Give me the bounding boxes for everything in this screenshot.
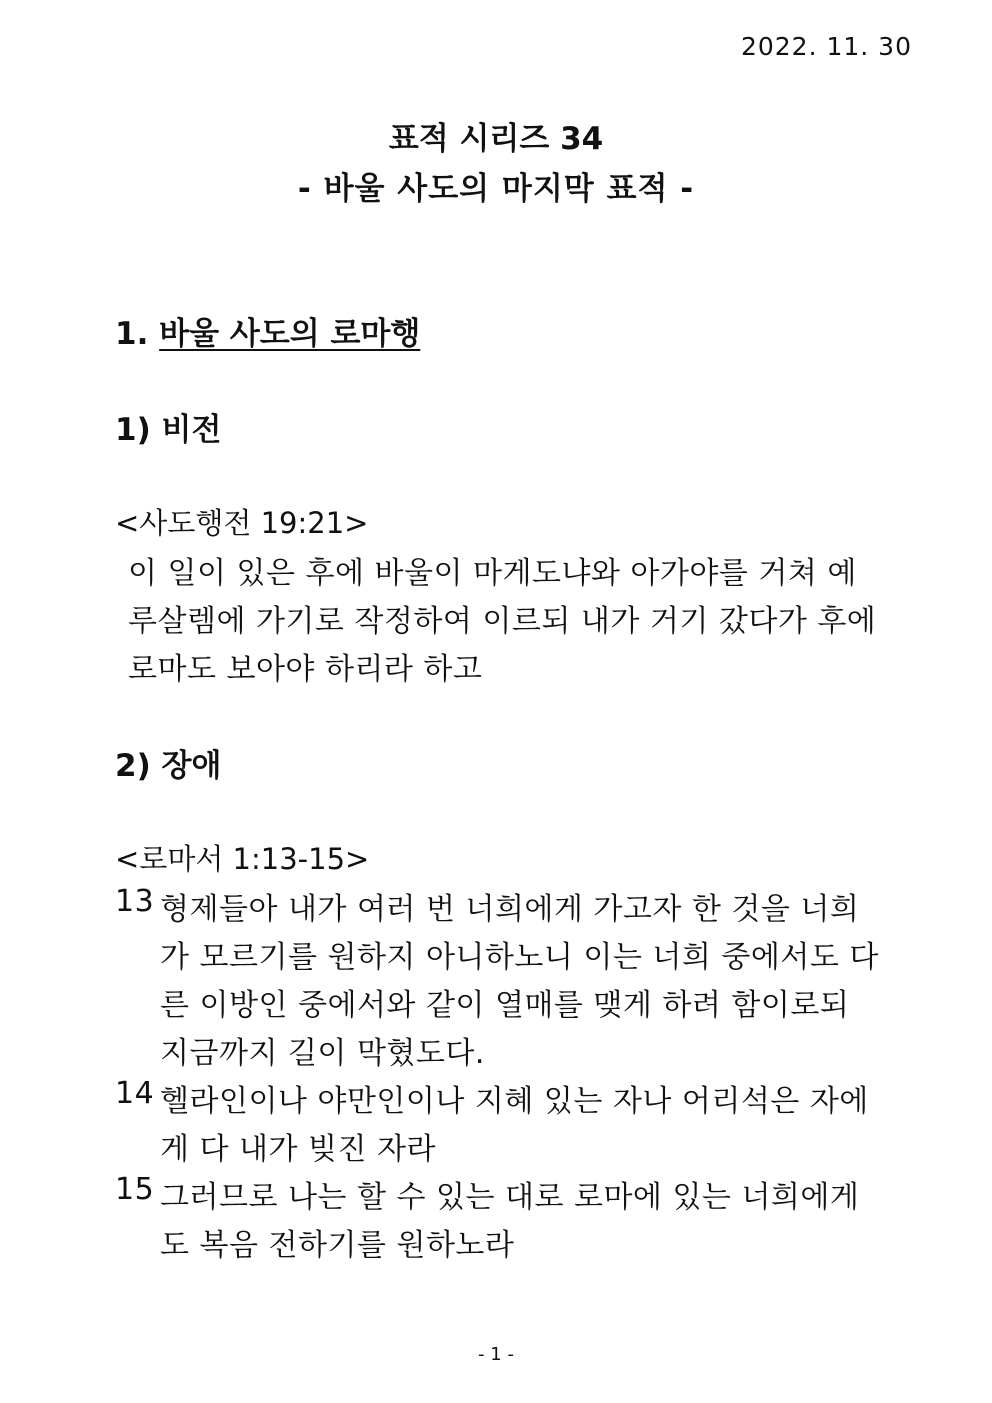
verse-number: 13 (115, 884, 155, 919)
section-title: 바울 사도의 로마행 (159, 316, 421, 352)
verse-line: 른 이방인 중에서와 같이 열매를 맺게 하려 함이로되 (160, 988, 850, 1023)
scripture-line: 로마도 보아야 하리라 하고 (128, 652, 483, 687)
verse-number: 15 (115, 1172, 155, 1207)
verse-line: 형제들아 내가 여러 번 너희에게 가고자 한 것을 너희 (160, 892, 860, 927)
scripture-line: 루살렘에 가기로 작정하여 이르되 내가 거기 갔다가 후에 (128, 604, 877, 639)
page-number: - 1 - (478, 1344, 514, 1365)
document-title: 표적 시리즈 34 (388, 121, 604, 157)
verse-line: 그러므로 나는 할 수 있는 대로 로마에 있는 너희에게 (160, 1180, 860, 1215)
subheading-obstacle: 2) 장애 (115, 748, 222, 784)
document-subtitle: - 바울 사도의 마지막 표적 - (297, 171, 695, 207)
verse-line: 게 다 내가 빚진 자라 (160, 1132, 436, 1167)
document-date: 2022. 11. 30 (740, 32, 912, 61)
scripture-line: 이 일이 있은 후에 바울이 마게도냐와 아가야를 거쳐 예 (128, 556, 857, 591)
scripture-reference: <사도행전 19:21> (115, 506, 369, 540)
scripture-reference: <로마서 1:13-15> (115, 842, 370, 876)
section-heading-1 (115, 308, 420, 353)
verse-line: 가 모르기를 원하지 아니하노니 이는 너희 중에서도 다 (160, 940, 879, 975)
verse-line: 헬라인이나 야만인이나 지혜 있는 자나 어리석은 자에 (160, 1084, 869, 1119)
section-number: 1. (115, 316, 149, 352)
verse-line: 도 복음 전하기를 원하노라 (160, 1228, 515, 1263)
verse-number: 14 (115, 1076, 155, 1111)
verse-line: 지금까지 길이 막혔도다. (160, 1036, 485, 1071)
subheading-vision: 1) 비전 (115, 412, 222, 448)
